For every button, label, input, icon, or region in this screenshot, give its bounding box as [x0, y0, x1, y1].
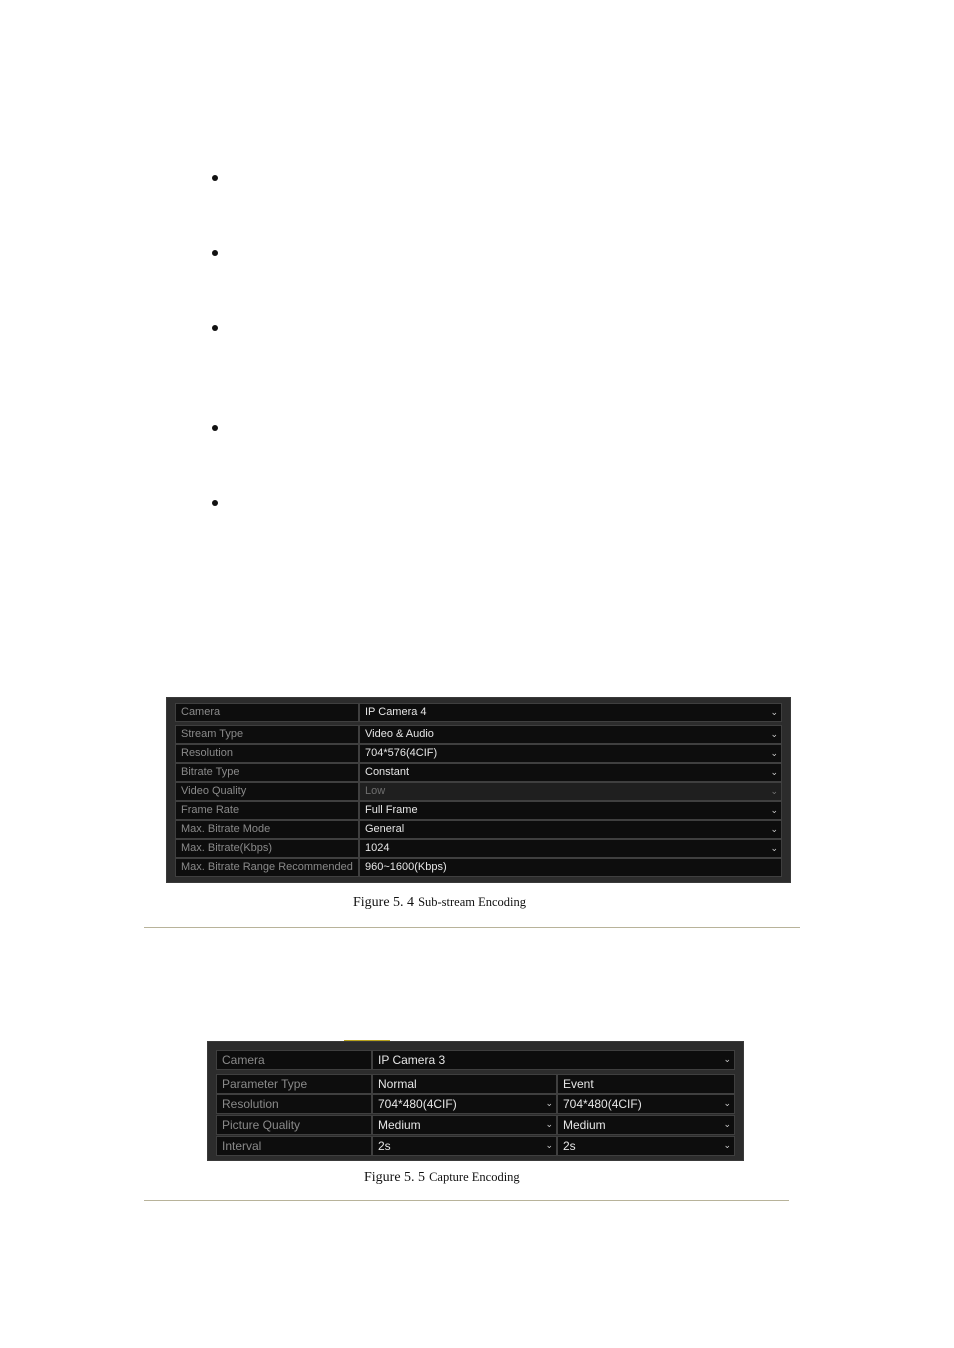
row-label: Resolution [216, 1094, 372, 1114]
chevron-down-icon: ⌄ [770, 785, 778, 796]
chevron-down-icon: ⌄ [545, 1119, 553, 1130]
row-label: Max. Bitrate Range Recommended [175, 858, 359, 877]
stream-type-select[interactable] [359, 725, 782, 744]
row-label: Video Quality [175, 782, 359, 801]
camera-select[interactable] [372, 1050, 735, 1070]
select-value: IP Camera 3 [378, 1053, 446, 1067]
camera-row [216, 1050, 735, 1070]
select-value: 1024 [365, 842, 390, 854]
bullet-icon [212, 175, 218, 181]
row-label: Parameter Type [216, 1074, 372, 1094]
select-value: Medium [563, 1118, 606, 1132]
resolution-row [216, 1094, 735, 1114]
select-value: General [365, 823, 405, 835]
picture-quality-row [216, 1115, 735, 1135]
select-value: 2s [378, 1139, 391, 1153]
row-label: Max. Bitrate Mode [175, 820, 359, 839]
row-label: Camera [175, 703, 359, 722]
max-bitrate-mode-row [175, 820, 782, 839]
select-value: 704*576(4CIF) [365, 747, 438, 759]
divider [144, 1200, 789, 1201]
caption-text: Sub-stream Encoding [418, 895, 527, 909]
chevron-down-icon: ⌄ [723, 1119, 731, 1130]
stream-type-row [175, 725, 782, 744]
bitrate-range-row [175, 858, 782, 877]
substream-encoding-panel [166, 697, 791, 883]
caption-number: Figure 5. 5 [364, 1170, 426, 1185]
caption-number: Figure 5. 4 [353, 895, 415, 910]
select-value: Constant [365, 766, 410, 778]
max-bitrate-mode-select[interactable] [359, 820, 782, 839]
chevron-down-icon: ⌄ [545, 1098, 553, 1109]
range-value: 960~1600(Kbps) [365, 861, 447, 873]
column-header-normal: Normal [372, 1074, 557, 1094]
divider [144, 927, 800, 928]
chevron-down-icon: ⌄ [770, 823, 778, 834]
row-label: Frame Rate [175, 801, 359, 820]
column-header-event: Event [557, 1074, 735, 1094]
resolution-row [175, 744, 782, 763]
select-value: IP Camera 4 [365, 706, 427, 718]
event-picture-quality-select[interactable] [557, 1115, 735, 1135]
max-bitrate-row [175, 839, 782, 858]
row-label: Bitrate Type [175, 763, 359, 782]
camera-row [175, 703, 782, 722]
row-label: Camera [216, 1050, 372, 1070]
select-value: 704*480(4CIF) [378, 1097, 457, 1111]
interval-row [216, 1136, 735, 1156]
bullet-icon [212, 425, 218, 431]
chevron-down-icon: ⌄ [723, 1098, 731, 1109]
chevron-down-icon: ⌄ [723, 1140, 731, 1151]
resolution-select[interactable] [359, 744, 782, 763]
event-resolution-select[interactable] [557, 1094, 735, 1114]
video-quality-select [359, 782, 782, 801]
bitrate-type-row [175, 763, 782, 782]
caption-text: Capture Encoding [429, 1170, 520, 1184]
row-label: Picture Quality [216, 1115, 372, 1135]
chevron-down-icon: ⌄ [770, 804, 778, 815]
figure-caption [353, 893, 526, 911]
select-value: Low [365, 785, 386, 797]
camera-select[interactable] [359, 703, 782, 722]
bullet-icon [212, 325, 218, 331]
frame-rate-select[interactable] [359, 801, 782, 820]
chevron-down-icon: ⌄ [545, 1140, 553, 1151]
capture-encoding-panel [207, 1041, 744, 1161]
bitrate-type-select[interactable] [359, 763, 782, 782]
select-value: Video & Audio [365, 728, 434, 740]
select-value: Full Frame [365, 804, 418, 816]
parameter-type-row [216, 1074, 735, 1094]
bullet-icon [212, 500, 218, 506]
select-value: Medium [378, 1118, 421, 1132]
row-label: Interval [216, 1136, 372, 1156]
figure-caption [364, 1168, 520, 1186]
normal-resolution-select[interactable] [372, 1094, 557, 1114]
bitrate-range-value [359, 858, 782, 877]
row-label: Max. Bitrate(Kbps) [175, 839, 359, 858]
video-quality-row [175, 782, 782, 801]
select-value: 2s [563, 1139, 576, 1153]
bullet-icon [212, 250, 218, 256]
frame-rate-row [175, 801, 782, 820]
normal-interval-select[interactable] [372, 1136, 557, 1156]
chevron-down-icon: ⌄ [770, 842, 778, 853]
chevron-down-icon: ⌄ [770, 706, 778, 717]
chevron-down-icon: ⌄ [770, 747, 778, 758]
event-interval-select[interactable] [557, 1136, 735, 1156]
chevron-down-icon: ⌄ [770, 728, 778, 739]
chevron-down-icon: ⌄ [723, 1054, 731, 1065]
max-bitrate-select[interactable] [359, 839, 782, 858]
row-label: Stream Type [175, 725, 359, 744]
normal-picture-quality-select[interactable] [372, 1115, 557, 1135]
row-label: Resolution [175, 744, 359, 763]
select-value: 704*480(4CIF) [563, 1097, 642, 1111]
chevron-down-icon: ⌄ [770, 766, 778, 777]
